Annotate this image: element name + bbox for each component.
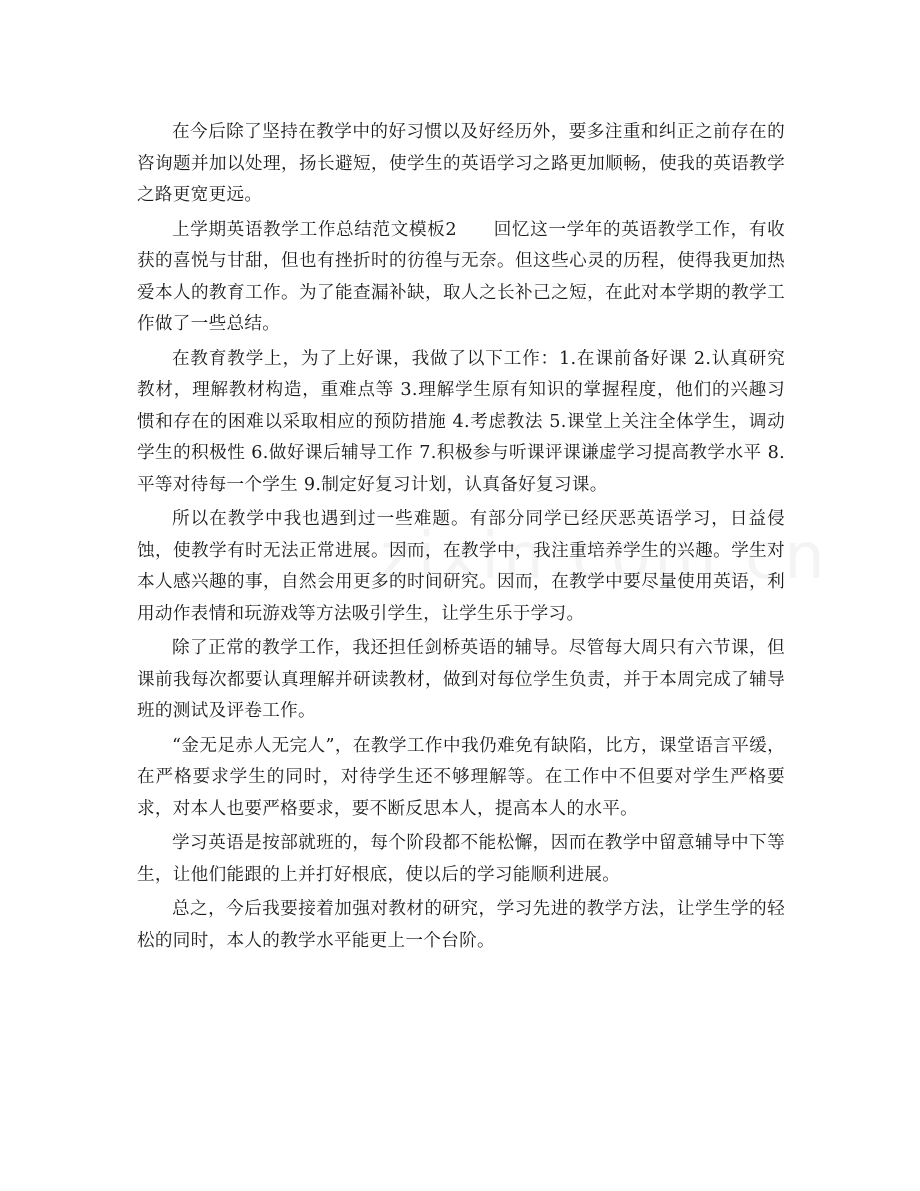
paragraph-7: 学习英语是按部就班的，每个阶段都不能松懈，因而在教学中留意辅导中下等生，让他们能跟的上并打好根底，使以后的学习能顺利进展。 bbox=[137, 833, 785, 885]
paragraph-5: 除了正常的教学工作，我还担任剑桥英语的辅导。尽管每大周只有六节课，但课前我每次都要认真理解并研读教材，做到对每位学生负责，并于本周完成了辅导班的测试及评卷工作。 bbox=[137, 638, 785, 721]
paragraph-8: 总之，今后我要接着加强对教材的研究，学习先进的教学方法，让学生学的轻松的同时，本人的教学水平能更上一个台阶。 bbox=[137, 899, 785, 951]
paragraph-6: “金无足赤人无完人”，在教学工作中我仍难免有缺陷，比方，课堂语言平缓，在严格要求学生的同时，对待学生还不够理解等。在工作中不但要对学生严格要求，对本人也要严格要求，要不断反思本人，提高本人的水平。 bbox=[137, 735, 785, 819]
paragraph-3: 在教育教学上，为了上好课，我做了以下工作：1.在课前备好课 2.认真研究教材，理解教材构造，重难点等 3.理解学生原有知识的掌握程度，他们的兴趣习惯和存在的困难以采取相应的预防措施 4.考虑教法 5.课堂上关注全体学生，调动学生的积极性 6.做好课后辅导工作 7.积极参与听课评课谦虚学习提高教学水平 8.平等对待每一个学生 9.制定好复习计划，认真备好复习课。 bbox=[137, 348, 785, 495]
paragraph-4: 所以在教学中我也遇到过一些难题。有部分同学已经厌恶英语学习，日益侵蚀，使教学有时无法正常进展。因而，在教学中，我注重培养学生的兴趣。学生对本人感兴趣的事，自然会用更多的时间研究。因而，在教学中要尽量使用英语，利用动作表情和玩游戏等方法吸引学生，让学生乐于学习。 bbox=[137, 509, 785, 624]
document-body bbox=[137, 117, 785, 957]
paragraph-1: 在今后除了坚持在教学中的好习惯以及好经历外，要多注重和纠正之前存在的咨询题并加以处理，扬长避短，使学生的英语学习之路更加顺畅，使我的英语教学之路更宽更远。 bbox=[137, 122, 785, 205]
paragraph-2: 上学期英语教学工作总结范文模板2 回忆这一学年的英语教学工作，有收获的喜悦与甘甜，但也有挫折时的彷徨与无奈。但这些心灵的历程，使得我更加热爱本人的教育工作。为了能查漏补缺，取人之长补己之短，在此对本学期的教学工作做了一些总结。 bbox=[137, 219, 785, 334]
